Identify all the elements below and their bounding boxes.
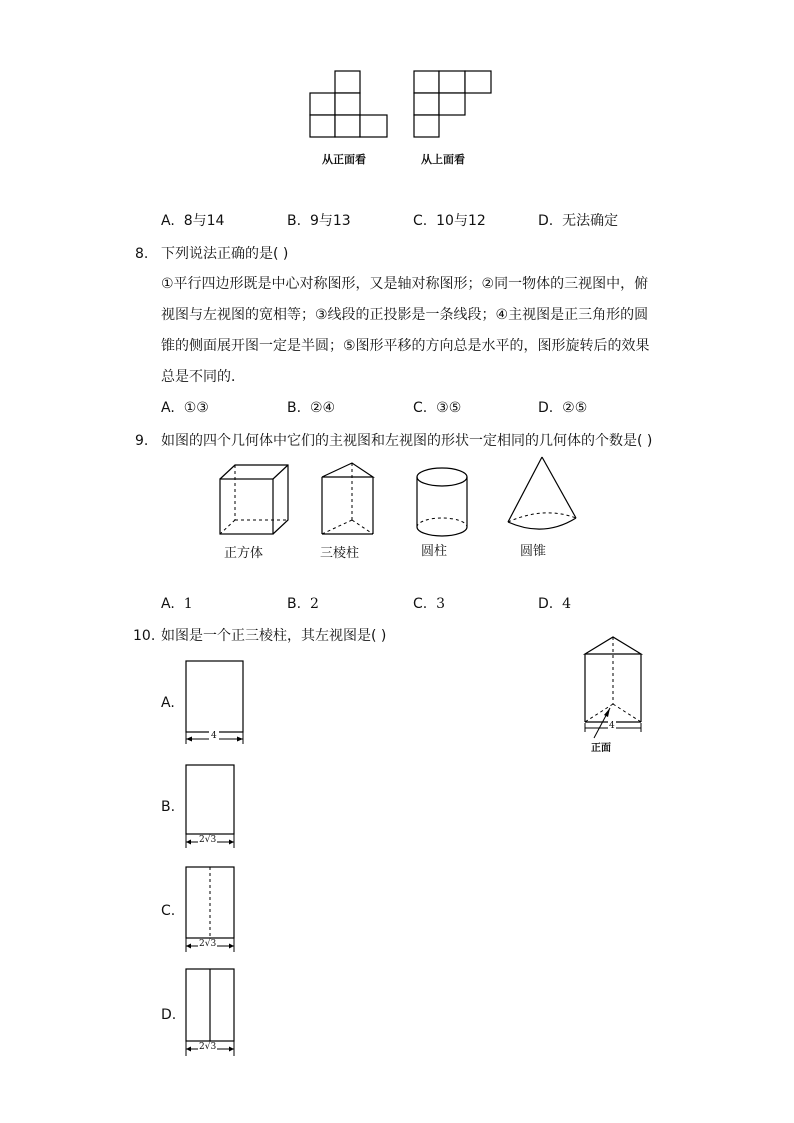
q8-option-d[interactable]: D. ②⑤ [538,400,588,416]
q10-prism-front-label: 正面 [591,743,611,754]
q8-option-b[interactable]: B. ②④ [287,400,336,416]
q7-option-b[interactable]: B. 9与13 [287,213,351,229]
top-view-grid [413,70,495,140]
cylinder-figure [415,467,469,539]
q10-option-c-letter[interactable]: C. [161,903,176,919]
q10-prism-dim: 4 [609,721,615,731]
q8-option-c[interactable]: C. ③⑤ [413,400,462,416]
q8-stem: 下列说法正确的是( ) [161,246,289,262]
q8-line-3: 锥的侧面展开图一定是半圆；⑤图形平移的方向总是水平的，图形旋转后的效果 [161,338,650,354]
q10-option-b-letter[interactable]: B. [161,799,176,815]
q10-option-a-dim: 4 [211,731,217,741]
q10-number: 10. [133,628,156,644]
q10-option-a-letter[interactable]: A. [161,695,175,711]
q10-stem: 如图是一个正三棱柱，其左视图是( ) [161,628,387,644]
q7-option-d[interactable]: D. 无法确定 [538,213,619,229]
q10-option-d-dim: 2√3 [199,1042,217,1052]
cylinder-label: 圆柱 [421,544,448,559]
q9-number: 9. [135,433,149,449]
cube-figure [219,464,291,540]
front-view-grid [310,70,390,140]
q10-option-c-dim: 2√3 [199,939,217,949]
q8-line-4: 总是不同的． [161,369,245,385]
triangular-prism-figure [320,462,376,540]
cube-label: 正方体 [224,546,264,561]
q9-option-b[interactable]: B. 2 [287,596,319,612]
q10-option-b-dim: 2√3 [199,835,217,845]
q8-option-a[interactable]: A. ①③ [161,400,209,416]
q9-option-a[interactable]: A. 1 [161,596,193,612]
top-view-caption: 从上面看 [421,153,465,166]
q7-option-a[interactable]: A. 8与14 [161,213,225,229]
q9-stem: 如图的四个几何体中它们的主视图和左视图的形状一定相同的几何体的个数是( ) [161,433,653,449]
cone-label: 圆锥 [520,544,547,559]
front-view-caption: 从正面看 [322,153,366,166]
cone-figure [506,456,578,534]
q10-prism-figure [580,636,646,756]
q8-number: 8. [135,246,149,262]
q9-option-c[interactable]: C. 3 [413,596,446,612]
triangular-prism-label: 三棱柱 [320,546,360,561]
q8-line-2: 视图与左视图的宽相等；③线段的正投影是一条线段；④主视图是正三角形的圆 [161,307,649,323]
q7-option-c[interactable]: C. 10与12 [413,213,486,229]
q9-option-d[interactable]: D. 4 [538,596,572,612]
q8-line-1: ①平行四边形既是中心对称图形，又是轴对称图形；②同一物体的三视图中，俯 [161,276,649,292]
q10-option-d-letter[interactable]: D. [161,1007,177,1023]
